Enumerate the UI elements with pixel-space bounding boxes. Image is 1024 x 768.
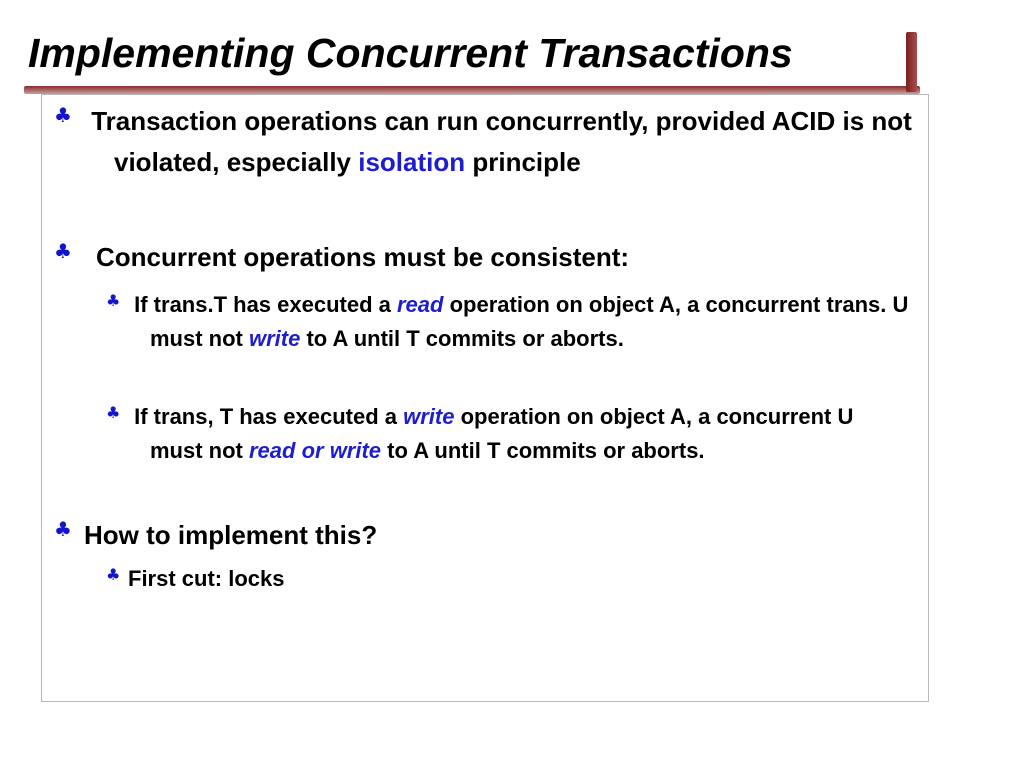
subbullet-text	[128, 288, 912, 356]
subbullet-text-part1: If trans, T has executed a	[134, 404, 404, 429]
highlight-write: write	[403, 404, 455, 429]
content-panel	[41, 94, 929, 702]
club-bullet-icon: ♣	[54, 239, 72, 263]
title-shadow-right	[906, 32, 917, 92]
bullet-text-part1: Transaction operations can run concurrently, provided ACID is not violated, especially	[91, 106, 912, 177]
bullet-text-part2: principle	[465, 147, 581, 177]
bullet-text	[84, 101, 912, 183]
subbullet-text-part2: operation on object A, a concurrent U must not	[150, 404, 854, 463]
highlight-read-or-write: read or write	[249, 438, 382, 463]
subbullet-text-part1: If trans.T has executed a	[134, 292, 397, 317]
highlight-read: read	[397, 292, 444, 317]
bullet-text: Concurrent operations must be consistent:	[96, 242, 630, 272]
bullet-text: How to implement this?	[84, 520, 378, 550]
club-bullet-icon: ♣	[106, 403, 121, 422]
title-shadow-bottom	[24, 86, 920, 94]
subbullet-text-part3: to A until T commits or aborts.	[300, 326, 624, 351]
subbullet-read-rule	[106, 288, 912, 356]
subbullet-text-part2: operation on object A, a concurrent trans. U must not	[150, 292, 909, 351]
club-bullet-icon: ♣	[54, 517, 72, 541]
club-bullet-icon: ♣	[106, 565, 121, 584]
slide-title-area	[0, 0, 1024, 100]
bullet-how-to-implement	[54, 515, 912, 556]
subbullet-text: First cut: locks	[128, 566, 285, 591]
highlight-isolation: isolation	[358, 147, 466, 177]
bullet-concurrent-operations	[54, 237, 912, 278]
highlight-write: write	[249, 326, 301, 351]
subbullet-write-rule	[106, 400, 912, 468]
slide-title: Implementing Concurrent Transactions	[28, 30, 793, 76]
club-bullet-icon: ♣	[106, 291, 121, 310]
subbullet-first-cut	[106, 562, 912, 596]
bullet-transaction-operations	[54, 101, 912, 183]
subbullet-text	[128, 400, 912, 468]
subbullet-text-part3: to A until T commits or aborts.	[381, 438, 705, 463]
club-bullet-icon: ♣	[54, 103, 72, 127]
